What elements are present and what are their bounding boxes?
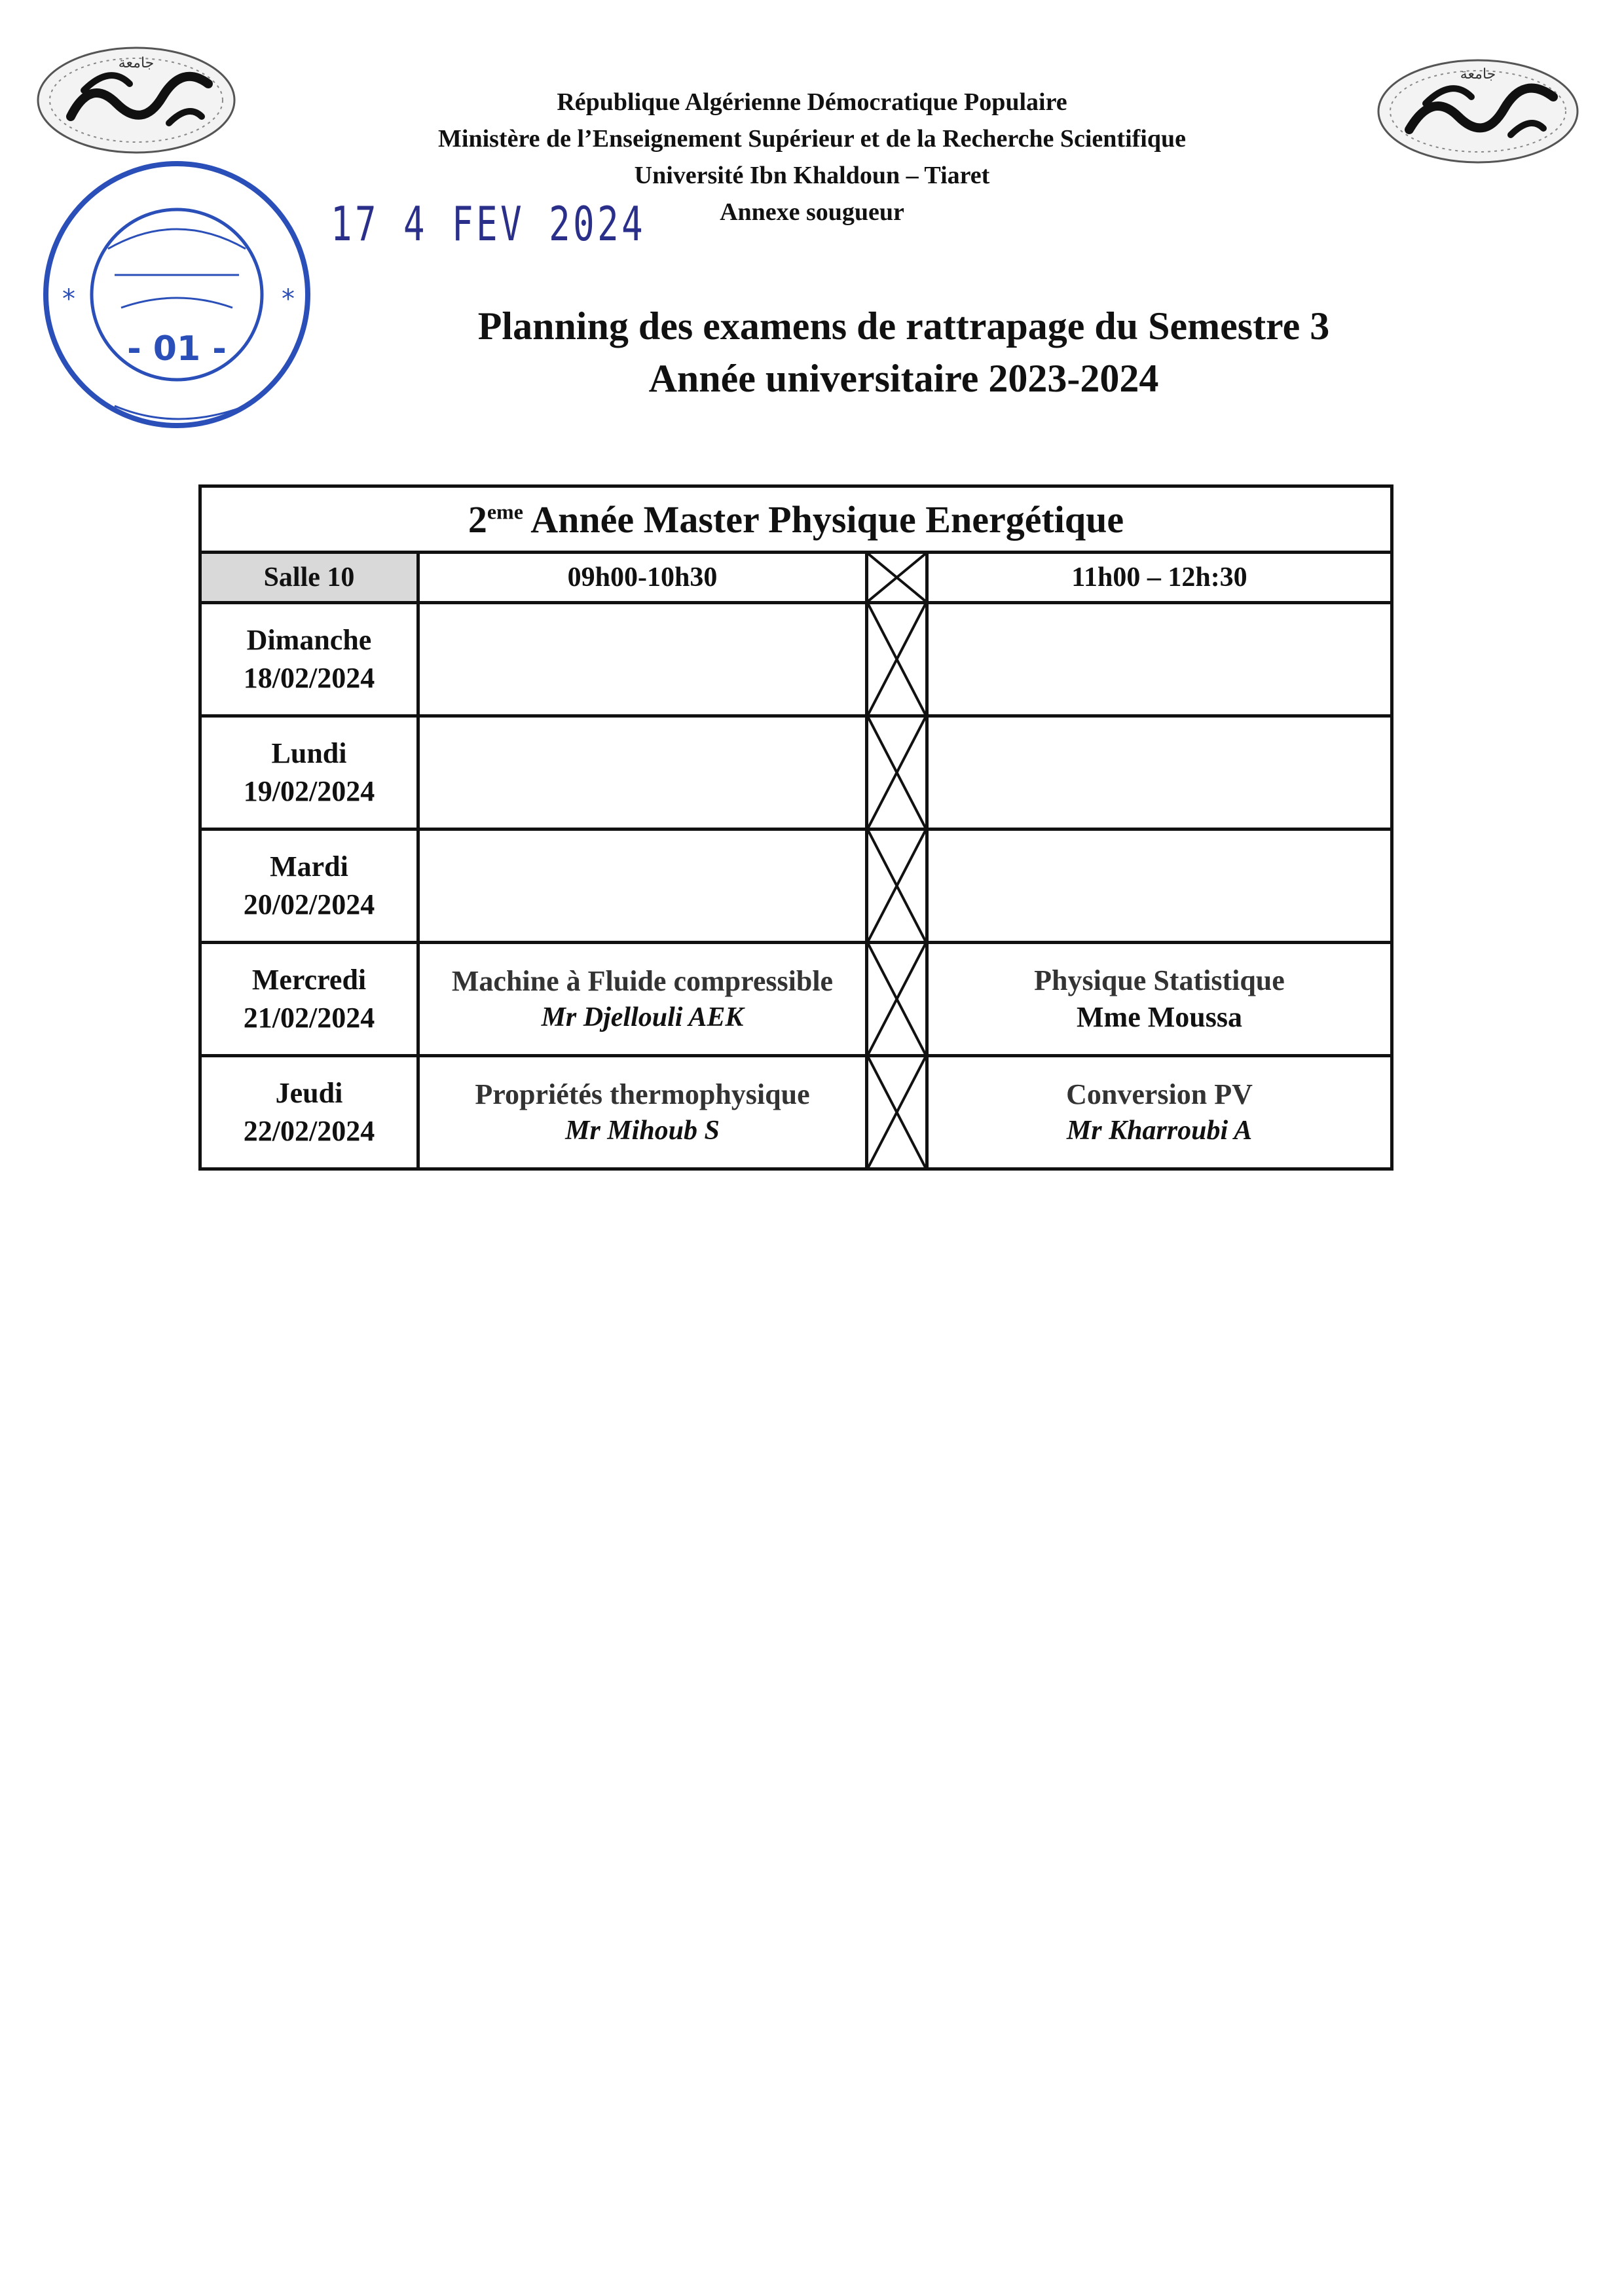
received-date-stamp: 17 4 FEV 2024: [331, 196, 646, 251]
slot-2-cell: [927, 829, 1392, 943]
table-heading: 2eme Année Master Physique Energétique: [200, 486, 1392, 553]
slot-1-cell: Propriétés thermophysique Mr Mihoub S: [418, 1056, 867, 1169]
slot-1-cell: Machine à Fluide compressible Mr Djellouli AEK: [418, 943, 867, 1056]
slot-1-header: 09h00-10h30: [418, 553, 867, 603]
slot-1-cell: [418, 716, 867, 829]
document-header: [0, 84, 1624, 230]
svg-text:جامعة: جامعة: [1460, 66, 1496, 82]
header-annex: Annexe sougueur: [720, 198, 904, 226]
slot-1-cell: [418, 603, 867, 716]
slot-2-cell: [927, 716, 1392, 829]
room-cell: Salle 10: [200, 553, 418, 603]
table-row: [200, 1056, 1392, 1169]
slot-2-cell: Conversion PV Mr Kharroubi A: [927, 1056, 1392, 1169]
table-row: [200, 716, 1392, 829]
break-cell: [867, 603, 927, 716]
table-row: [200, 603, 1392, 716]
break-cell: [867, 716, 927, 829]
day-cell: Mercredi 21/02/2024: [200, 943, 418, 1056]
slot-2-cell: Physique Statistique Mme Moussa: [927, 943, 1392, 1056]
svg-text:- 01 -: - 01 -: [127, 329, 227, 369]
day-cell: Lundi 19/02/2024: [200, 716, 418, 829]
day-cell: Jeudi 22/02/2024: [200, 1056, 418, 1169]
svg-text:*: *: [282, 284, 295, 314]
slot-1-cell: [418, 829, 867, 943]
slot-2-header: 11h00 – 12h:30: [927, 553, 1392, 603]
table-row: [200, 829, 1392, 943]
header-university: Université Ibn Khaldoun – Tiaret: [634, 162, 990, 189]
exam-schedule-table: [198, 484, 1393, 1171]
svg-text:جامعة: جامعة: [118, 55, 155, 71]
time-slot-row: [200, 553, 1392, 603]
document-title: [92, 300, 1624, 405]
title-line-2: Année universitaire 2023-2024: [648, 357, 1159, 400]
break-cell: [867, 553, 927, 603]
table-row: [200, 943, 1392, 1056]
svg-text:*: *: [62, 284, 75, 314]
table-heading-row: [200, 486, 1392, 553]
day-cell: Dimanche 18/02/2024: [200, 603, 418, 716]
slot-2-cell: [927, 603, 1392, 716]
header-republic: République Algérienne Démocratique Populaire: [557, 88, 1067, 116]
header-ministry: Ministère de l’Enseignement Supérieur et de la Recherche Scientifique: [438, 125, 1186, 153]
day-cell: Mardi 20/02/2024: [200, 829, 418, 943]
break-cell: [867, 943, 927, 1056]
break-cell: [867, 1056, 927, 1169]
break-cell: [867, 829, 927, 943]
title-line-1: Planning des examens de rattrapage du Semestre 3: [477, 304, 1330, 348]
